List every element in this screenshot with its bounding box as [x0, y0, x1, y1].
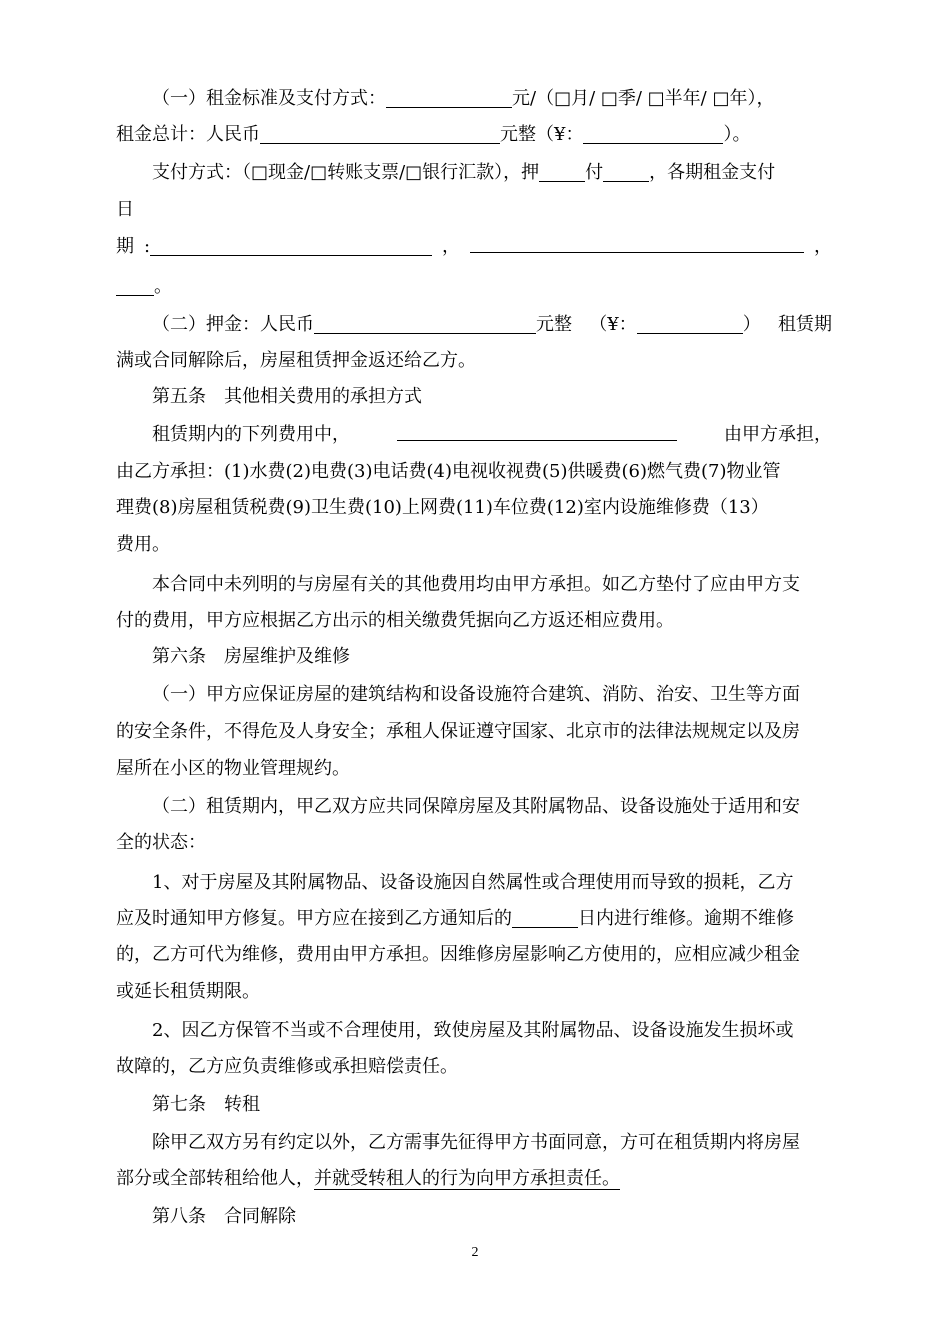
article-6-item-1-line-4: 或延长租赁期限。: [116, 981, 260, 1002]
article-7-line-2: 部分或全部转租给他人，并就受转租人的行为向甲方承担责任。: [116, 1168, 620, 1189]
article-7-title: 第七条 转租: [152, 1094, 260, 1115]
article-6-s1-line-2: 的安全条件，不得危及人身安全；承租人保证遵守国家、北京市的法律法规规定以及房: [116, 721, 800, 742]
article-6-s1-line-3: 屋所在小区的物业管理规约。: [116, 758, 350, 779]
article-5-para-2-line-2: 付的费用，甲方应根据乙方出示的相关缴费凭据向乙方返还相应费用。: [116, 610, 674, 631]
page-number: 2: [471, 1245, 479, 1260]
article-5-line-2: 由乙方承担：(1)水费(2)电费(3)电话费(4)电视收视费(5)供暖费(6)燃气费(7)物业管: [116, 461, 781, 482]
article-6-s2-line-1: （二）租赁期内，甲乙双方应共同保障房屋及其附属物品、设备设施处于适用和安: [152, 796, 800, 817]
article-7-line-1: 除甲乙双方另有约定以外，乙方需事先征得甲方书面同意，方可在租赁期内将房屋: [152, 1132, 800, 1153]
payment-date-blank-2[interactable]: [470, 230, 804, 253]
rent-line-1: （一）租金标准及支付方式： 元/（□月/ □季/ □半年/ □年），: [152, 82, 832, 116]
article-6-item-1-line-3: 的，乙方可代为维修，费用由甲方承担。因维修房屋影响乙方使用的，应相应减少租金: [116, 944, 800, 965]
payment-date-line: 期 : ， ，: [116, 230, 832, 264]
article-6-s1-line-1: （一）甲方应保证房屋的建筑结构和设备设施符合建筑、消防、治安、卫生等方面: [152, 684, 800, 705]
deposit-amount-blank[interactable]: [314, 311, 536, 334]
payment-date-label: 日: [116, 199, 134, 220]
article-8-title: 第八条 合同解除: [152, 1206, 296, 1227]
deposit-line-1: （二）押金：人民币 元整 （¥： ） 租赁期: [152, 308, 832, 342]
rent-amount-blank[interactable]: [386, 85, 512, 108]
article-5-line-1: 租赁期内的下列费用中， 由甲方承担，: [152, 418, 832, 452]
deposit-months-blank[interactable]: [539, 159, 585, 182]
repair-days-blank[interactable]: [512, 905, 578, 928]
deposit-line-2: 满或合同解除后，房屋租赁押金返还给乙方。: [116, 350, 476, 371]
article-5-line-3: 理费(8)房屋租赁税费(9)卫生费(10)上网费(11)车位费(12)室内设施维修费（13）: [116, 497, 769, 518]
pay-months-blank[interactable]: [603, 159, 649, 182]
article-6-s2-line-2: 全的状态：: [116, 832, 206, 853]
underlined-liability-text: 并就受转租人的行为向甲方承担责任。: [314, 1168, 620, 1189]
article-6-item-1-line-2: 应及时通知甲方修复。甲方应在接到乙方通知后的 日内进行维修。逾期不维修: [116, 902, 832, 936]
article-5-title: 第五条 其他相关费用的承担方式: [152, 386, 422, 407]
rent-total-blank[interactable]: [260, 121, 500, 144]
payment-date-line-end: 。: [116, 270, 832, 304]
article-6-item-1-line-1: 1、对于房屋及其附属物品、设备设施因自然属性或合理使用而导致的损耗，乙方: [152, 872, 794, 893]
article-5-para-2-line-1: 本合同中未列明的与房屋有关的其他费用均由甲方承担。如乙方垫付了应由甲方支: [152, 574, 800, 595]
article-6-item-2-line-1: 2、因乙方保管不当或不合理使用，致使房屋及其附属物品、设备设施发生损坏或: [152, 1020, 794, 1041]
article-6-title: 第六条 房屋维护及维修: [152, 646, 350, 667]
rent-total-number-blank[interactable]: [583, 121, 723, 144]
article-6-item-2-line-2: 故障的，乙方应负责维修或承担赔偿责任。: [116, 1056, 458, 1077]
payment-method-line: 支付方式：（□现金/□转账支票/□银行汇款），押 付 ，各期租金支付: [152, 156, 832, 190]
fees-landlord-blank[interactable]: [397, 418, 677, 441]
article-5-line-4: 费用。: [116, 534, 170, 555]
payment-date-blank-3[interactable]: [116, 273, 154, 296]
rent-line-2: 租金总计：人民币 元整（¥： ）。: [116, 118, 832, 152]
payment-date-blank-1[interactable]: [150, 233, 432, 256]
deposit-number-blank[interactable]: [637, 311, 743, 334]
